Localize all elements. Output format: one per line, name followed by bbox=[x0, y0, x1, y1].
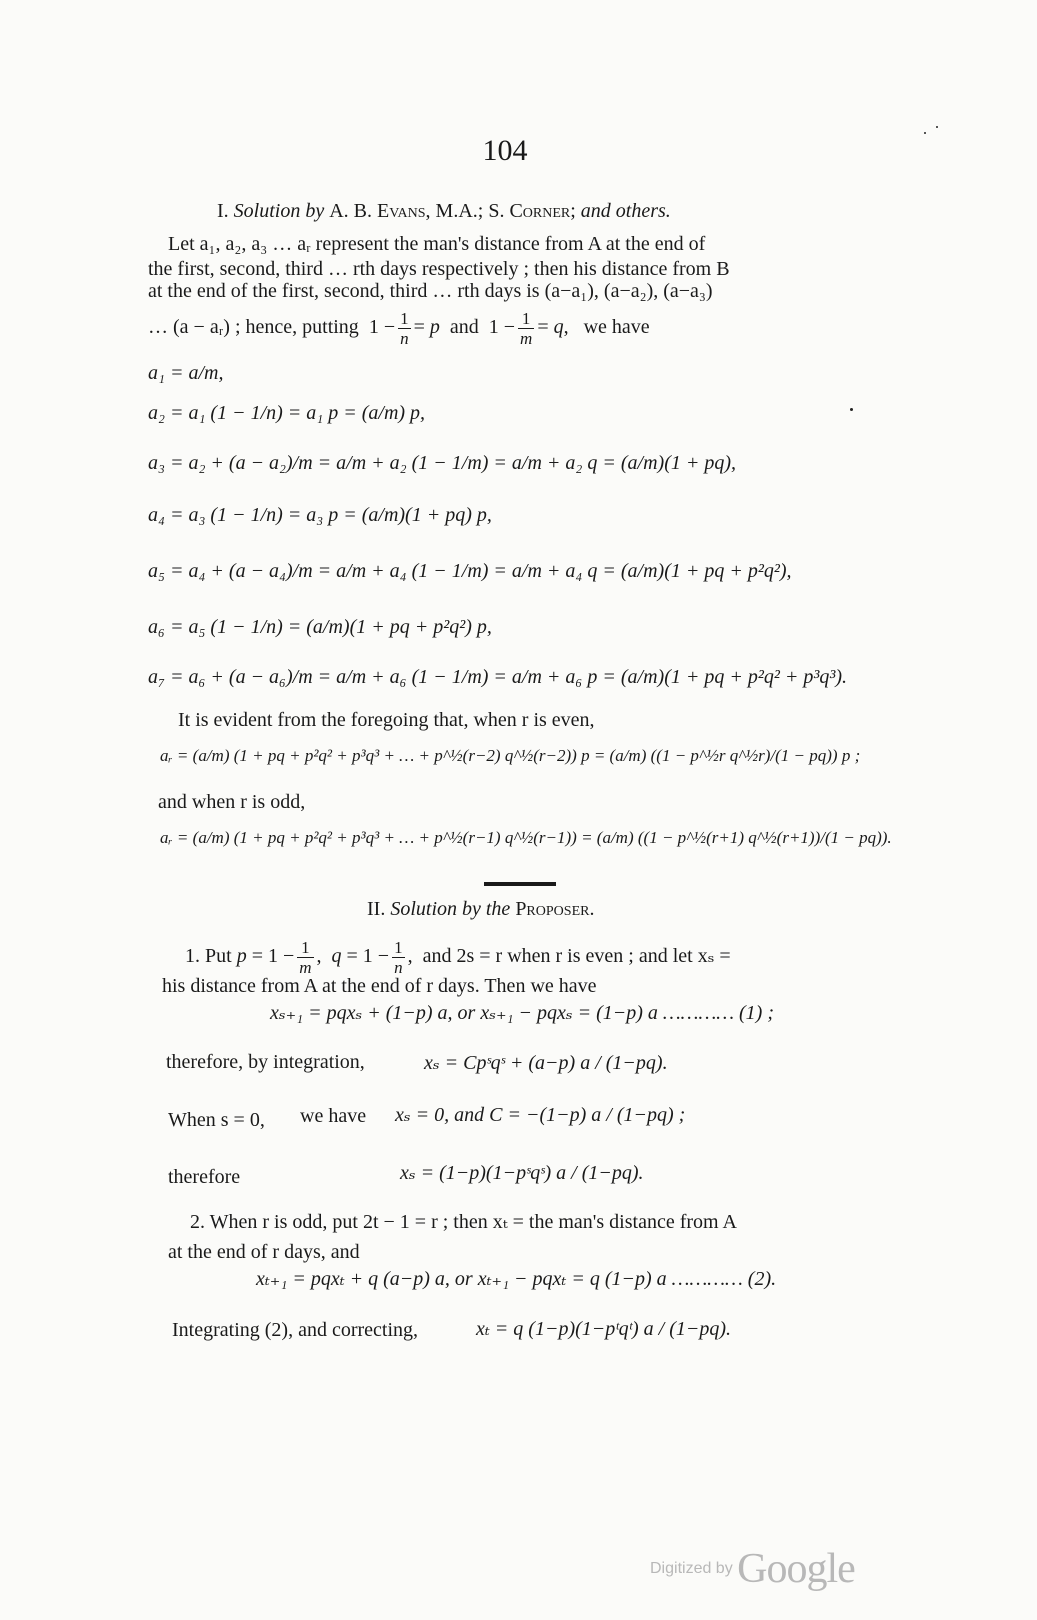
equation-a7-lhs: a₇ = bbox=[148, 666, 184, 688]
we-have-text: we have bbox=[583, 316, 650, 339]
equation-a1 bbox=[148, 362, 223, 385]
equation-a4-rhs: a₃ (1 − 1/n) = a₃ p = (a/m)(1 + pq) p, bbox=[188, 504, 492, 526]
watermark-google-text: Google bbox=[737, 1546, 855, 1592]
solution-1-number: I. bbox=[217, 200, 229, 222]
solution-2-author: Proposer. bbox=[515, 898, 595, 920]
ink-speck bbox=[850, 408, 853, 411]
when-mid: we have bbox=[300, 1105, 367, 1127]
solution-1-heading bbox=[217, 200, 671, 223]
step-1-definition: and 2s = r when r is even ; and let xₛ = bbox=[422, 945, 731, 968]
solution-1-authors: A. B. Evans, M.A.; S. Corner; bbox=[329, 200, 576, 222]
equation-a5-rhs: a₄ + (a − a₄)/m = a/m + a₄ (1 − 1/m) = a/m + a₄ q = (a/m)(1 + pq + p²q²), bbox=[188, 560, 792, 582]
solution-2-heading bbox=[367, 898, 594, 921]
equation-a7-rhs: a₆ + (a − a₆)/m = a/m + a₆ (1 − 1/m) = a/m + a₆ p = (a/m)(1 + pq + p²q² + p³q³). bbox=[188, 666, 847, 688]
putting-text: … (a − aᵣ) ; hence, putting bbox=[148, 316, 359, 339]
step-1-line-1: 1. Put p = 1 − $\frac{1}{m}$ , q = 1 − $\frac{1}{n}$ , and 2s = r when r is even ; and let xₛ = bbox=[185, 938, 731, 977]
ink-speck bbox=[936, 126, 938, 128]
integrating-equation: xₜ = q (1−p)(1−pᵗqᵗ) a / (1−pq). bbox=[476, 1318, 732, 1340]
equation-a6-lhs: a₆ = bbox=[148, 616, 184, 638]
step-2-line-2: at the end of r days, and bbox=[168, 1241, 360, 1263]
equation-a5-lhs: a₅ = bbox=[148, 560, 184, 582]
equation-a1-lhs: a₁ = bbox=[148, 362, 184, 384]
fraction-1-over-m-2: $\frac{1}{m}$ bbox=[299, 938, 312, 977]
fraction-1-over-n: $\frac{1}{n}$ bbox=[400, 309, 409, 348]
equation-a2-lhs: a₂ = bbox=[148, 402, 184, 424]
equation-a4 bbox=[148, 504, 492, 527]
equation-a6-rhs: a₅ (1 − 1/n) = (a/m)(1 + pq + p²q²) p, bbox=[188, 616, 492, 638]
equation-a7 bbox=[148, 666, 847, 689]
therefore-label: therefore bbox=[168, 1166, 241, 1188]
solution-1-line-1: Let a₁, a₂, a₃ … aᵣ represent the man's distance from A at the end of bbox=[168, 233, 706, 255]
watermark-small-text: Digitized by bbox=[650, 1560, 733, 1577]
odd-case-equation: aᵣ = (a/m) (1 + pq + p²q² + p³q³ + … + p^½(r−1) q^½(r−1)) = (a/m) ((1 − p^½(r+1) q^½(r+1))/(1 − pq)). bbox=[160, 828, 892, 847]
even-case-equation: aᵣ = (a/m) (1 + pq + p²q² + p³q³ + … + p^½(r−2) q^½(r−2)) p = (a/m) ((1 − p^½r q^½r)/(1 − pq)) p ; bbox=[160, 746, 861, 765]
equation-1: xₛ₊₁ = pqxₛ + (1−p) a, or xₛ₊₁ − pqxₛ = (1−p) a ………… (1) ; bbox=[270, 1002, 774, 1024]
integration-equation: xₛ = Cpˢqˢ + (a−p) a / (1−pq). bbox=[424, 1052, 668, 1074]
equation-2: xₜ₊₁ = pqxₜ + q (a−p) a, or xₜ₊₁ − pqxₜ = q (1−p) a ………… (2). bbox=[256, 1268, 777, 1290]
equation-a3-rhs: a₂ + (a − a₂)/m = a/m + a₂ (1 − 1/m) = a/m + a₂ q = (a/m)(1 + pq), bbox=[188, 452, 737, 474]
therefore-equation: xₛ = (1−p)(1−pˢqˢ) a / (1−pq). bbox=[400, 1162, 644, 1184]
solution-1-line-3: at the end of the first, second, third … rth days is (a−a₁), (a−a₂), (a−a₃) bbox=[148, 280, 713, 302]
when-label: When s = 0, bbox=[168, 1109, 265, 1131]
step-1-line-2: his distance from A at the end of r days. Then we have bbox=[162, 975, 597, 997]
solution-1-line-2: the first, second, third … rth days respectively ; then his distance from B bbox=[148, 258, 730, 280]
page-number: 104 bbox=[482, 134, 528, 167]
equation-a4-lhs: a₄ = bbox=[148, 504, 184, 526]
solution-1-putting-line: … (a − aᵣ) ; hence, putting 1 − $\frac{1}{n}$ = p and 1 − $\frac{1}{m}$ = q, we have bbox=[148, 309, 650, 348]
fraction-1-over-n-2: $\frac{1}{n}$ bbox=[394, 938, 403, 977]
equation-a2-rhs: a₁ (1 − 1/n) = a₁ p = (a/m) p, bbox=[188, 402, 426, 424]
equation-a3 bbox=[148, 452, 736, 475]
solution-1-label: Solution by bbox=[233, 200, 325, 222]
fraction-1-over-m: $\frac{1}{m}$ bbox=[520, 309, 533, 348]
equation-a1-rhs: a/m, bbox=[188, 362, 224, 384]
integration-label: therefore, by integration, bbox=[166, 1051, 365, 1073]
solution-2-label: Solution by the bbox=[390, 898, 511, 920]
evident-line: It is evident from the foregoing that, when r is even, bbox=[178, 709, 595, 731]
odd-line: and when r is odd, bbox=[158, 791, 306, 813]
equation-a3-lhs: a₃ = bbox=[148, 452, 184, 474]
integrating-label: Integrating (2), and correcting, bbox=[172, 1319, 419, 1341]
solution-2-number: II. bbox=[367, 898, 386, 920]
ink-speck bbox=[924, 132, 926, 134]
section-divider bbox=[484, 882, 556, 886]
step-2-line-1: 2. When r is odd, put 2t − 1 = r ; then xₜ = the man's distance from A bbox=[190, 1211, 737, 1233]
solution-1-others: and others. bbox=[580, 200, 671, 222]
equation-a2 bbox=[148, 402, 425, 425]
digitized-by-google-watermark bbox=[650, 1545, 855, 1593]
step-1-put: 1. Put bbox=[185, 945, 232, 968]
when-equation: xₛ = 0, and C = −(1−p) a / (1−pq) ; bbox=[395, 1104, 686, 1126]
equation-a6 bbox=[148, 616, 492, 639]
equation-a5 bbox=[148, 560, 792, 583]
